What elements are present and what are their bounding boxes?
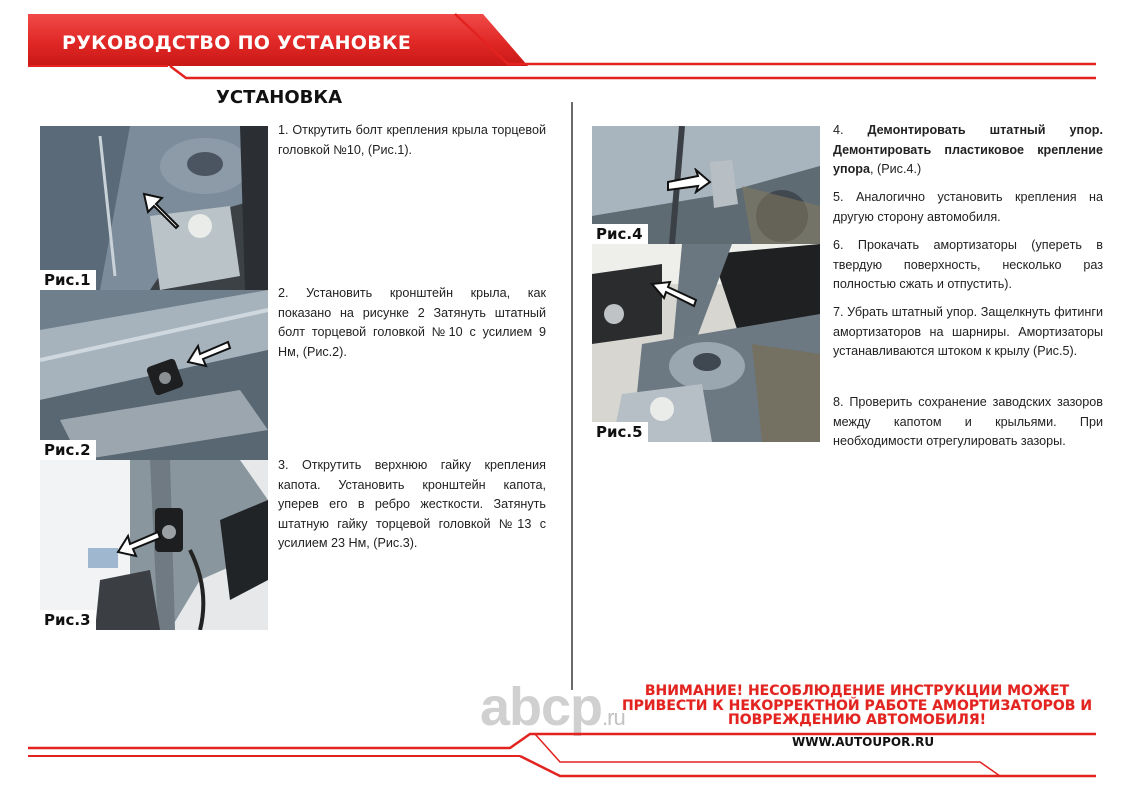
step-4-text	[833, 121, 1103, 180]
step-3-text: 3. Открутить верхнюю гайку крепления капота. Установить кронштейн капота, уперев его в ребро жесткости. Затянуть штатную гайку торцевой головкой №13 с усилием 23 Нм, (Рис.3).	[278, 458, 546, 550]
footer-stripes	[0, 700, 1132, 800]
figure-4-photo	[592, 126, 820, 244]
arrow-icon	[138, 188, 186, 232]
header-stripes	[0, 0, 1132, 90]
arrow-icon	[116, 526, 162, 562]
page-title: РУКОВОДСТВО ПО УСТАНОВКЕ	[62, 32, 412, 54]
step-5-text: 5. Аналогично установить крепления на другую сторону автомобиля.	[833, 190, 1103, 224]
step-2-text: 2. Установить кронштейн крыла, как показано на рисунке 2 Затянуть штатный болт торцевой головкой №10 с усилием 9 Нм, (Рис.2).	[278, 286, 546, 359]
arrow-icon	[650, 280, 698, 310]
figure-5-photo	[592, 244, 820, 442]
figure-1-photo	[40, 126, 268, 290]
figure-2-photo	[40, 290, 268, 460]
arrow-icon	[664, 168, 712, 194]
watermark-domain: .ru	[602, 705, 625, 730]
website-link[interactable]: WWW.AUTOUPOR.RU	[792, 735, 935, 749]
figure-5-label: Рис.5	[592, 422, 648, 442]
figure-3-photo	[40, 460, 268, 630]
warning-text: ВНИМАНИЕ! НЕСОБЛЮДЕНИЕ ИНСТРУКЦИИ МОЖЕТ ПРИВЕСТИ К НЕКОРРЕКТНОЙ РАБОТЕ АМОРТИЗАТОРОВ И ПОВРЕЖДЕНИЮ АВТОМОБИЛЯ!	[621, 683, 1093, 728]
figure-4-label: Рис.4	[592, 224, 648, 244]
section-title: УСТАНОВКА	[216, 87, 343, 108]
step-4-bold: Демонтировать штатный упор. Демонтировать пластиковое крепление упора	[833, 123, 1103, 176]
step-4-number: 4.	[833, 123, 844, 137]
figure-1-label: Рис.1	[40, 270, 96, 290]
arrow-icon	[186, 336, 232, 370]
figure-2-label: Рис.2	[40, 440, 96, 460]
column-divider	[571, 102, 573, 690]
step-6-text: 6. Прокачать амортизаторы (уперeть в твердую поверхность, несколько раз полностью сжать и отпустить).	[833, 238, 1103, 291]
step-7-text: 7. Убрать штатный упор. Защелкнуть фитинги амортизаторов на шарниры. Амортизаторы устанавливаются штоком к крылу (Рис.5).	[833, 305, 1103, 358]
step-4-tail: , (Рис.4.)	[870, 162, 922, 176]
step-1-text: 1. Открутить болт крепления крыла торцевой головкой №10, (Рис.1).	[278, 123, 546, 157]
step-8-text: 8. Проверить сохранение заводских зазоров между капотом и крыльями. При необходимости отрегулировать зазоры.	[833, 395, 1103, 448]
watermark-brand: abcp	[480, 677, 603, 737]
figure-3-label: Рис.3	[40, 610, 96, 630]
